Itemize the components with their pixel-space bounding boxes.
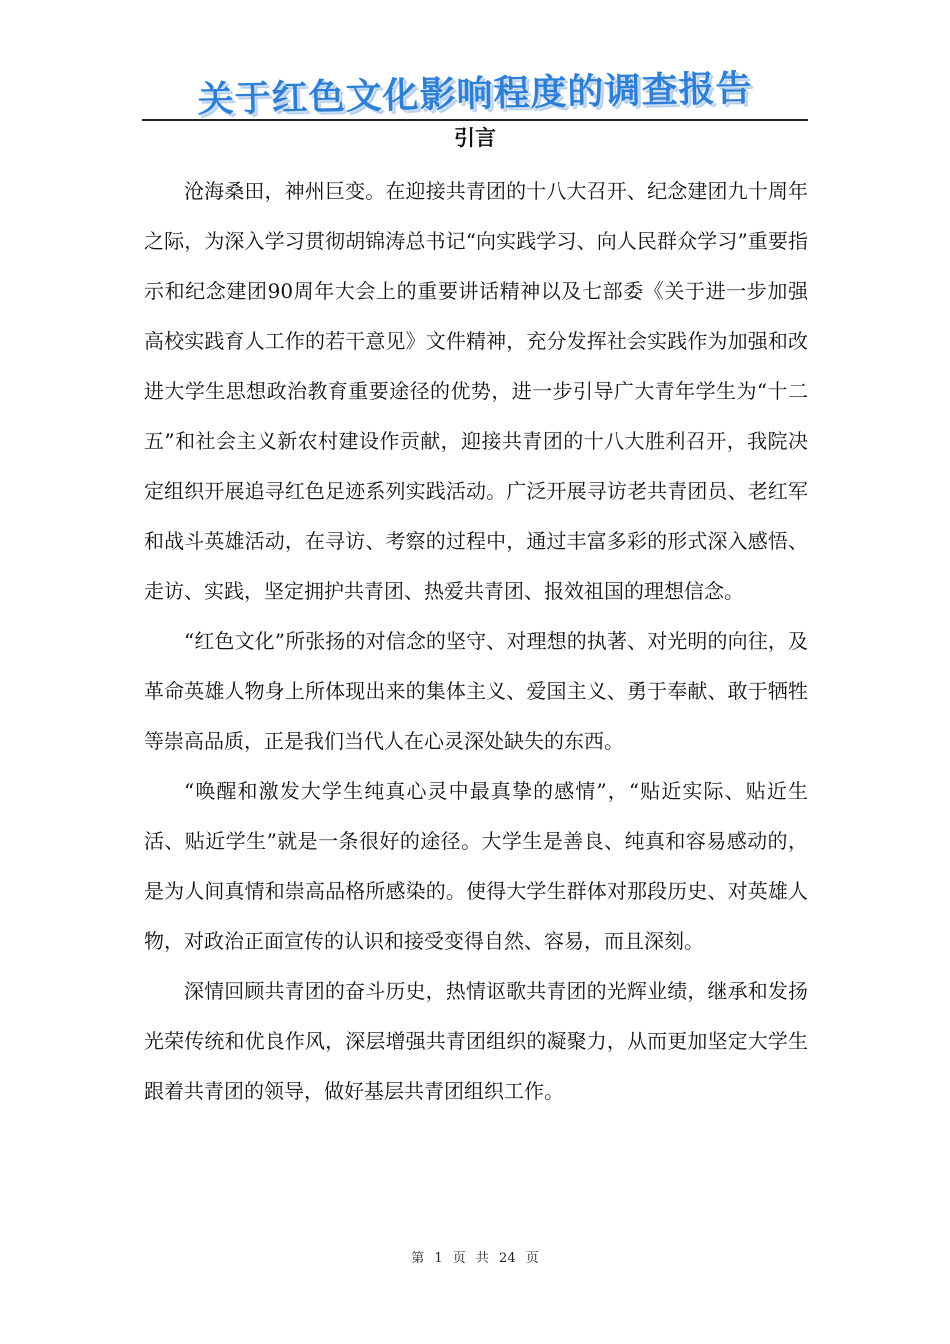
document-title: 关于红色文化影响程度的调查报告 [197, 68, 753, 121]
title-divider [142, 119, 808, 121]
paragraph: “唤醒和激发大学生纯真心灵中最真挚的感情”，“贴近实际、贴近生活、贴近学生”就是一条很好的途径。大学生是善良、纯真和容易感动的，是为人间真情和崇高品格所感染的。使得大学生群体对那段历史、对英雄人物，对政治正面宣传的认识和接受变得自然、容易，而且深刻。 [144, 779, 808, 953]
paragraph: “红色文化”所张扬的对信念的坚守、对理想的执著、对光明的向往，及革命英雄人物身上所体现出来的集体主义、爱国主义、勇于奉献、敢于牺牲等崇高品质，正是我们当代人在心灵深处缺失的东西。 [144, 629, 808, 753]
page-footer: 第 1 页 共 24 页 [411, 1251, 539, 1266]
paragraph: 沧海桑田，神州巨变。在迎接共青团的十八大召开、纪念建团九十周年之际，为深入学习贯彻胡锦涛总书记“向实践学习、向人民群众学习”重要指示和纪念建团90周年大会上的重要讲话精神以及七部委《关于进一步加强高校实践育人工作的若干意见》文件精神，充分发挥社会实践作为加强和改进大学生思想政治教育重要途径的优势，进一步引导广大青年学生为“十二五”和社会主义新农村建设作贡献，迎接共青团的十八大胜利召开，我院决定组织开展追寻红色足迹系列实践活动。广泛开展寻访老共青团员、老红军和战斗英雄活动，在寻访、考察的过程中，通过丰富多彩的形式深入感悟、走访、实践，坚定拥护共青团、热爱共青团、报效祖国的理想信念。 [144, 179, 808, 603]
section-heading: 引言 [454, 126, 496, 150]
document-body [144, 166, 808, 1116]
paragraph: 深情回顾共青团的奋斗历史，热情讴歌共青团的光辉业绩，继承和发扬光荣传统和优良作风，深层增强共青团组织的凝聚力，从而更加坚定大学生跟着共青团的领导，做好基层共青团组织工作。 [144, 979, 808, 1103]
